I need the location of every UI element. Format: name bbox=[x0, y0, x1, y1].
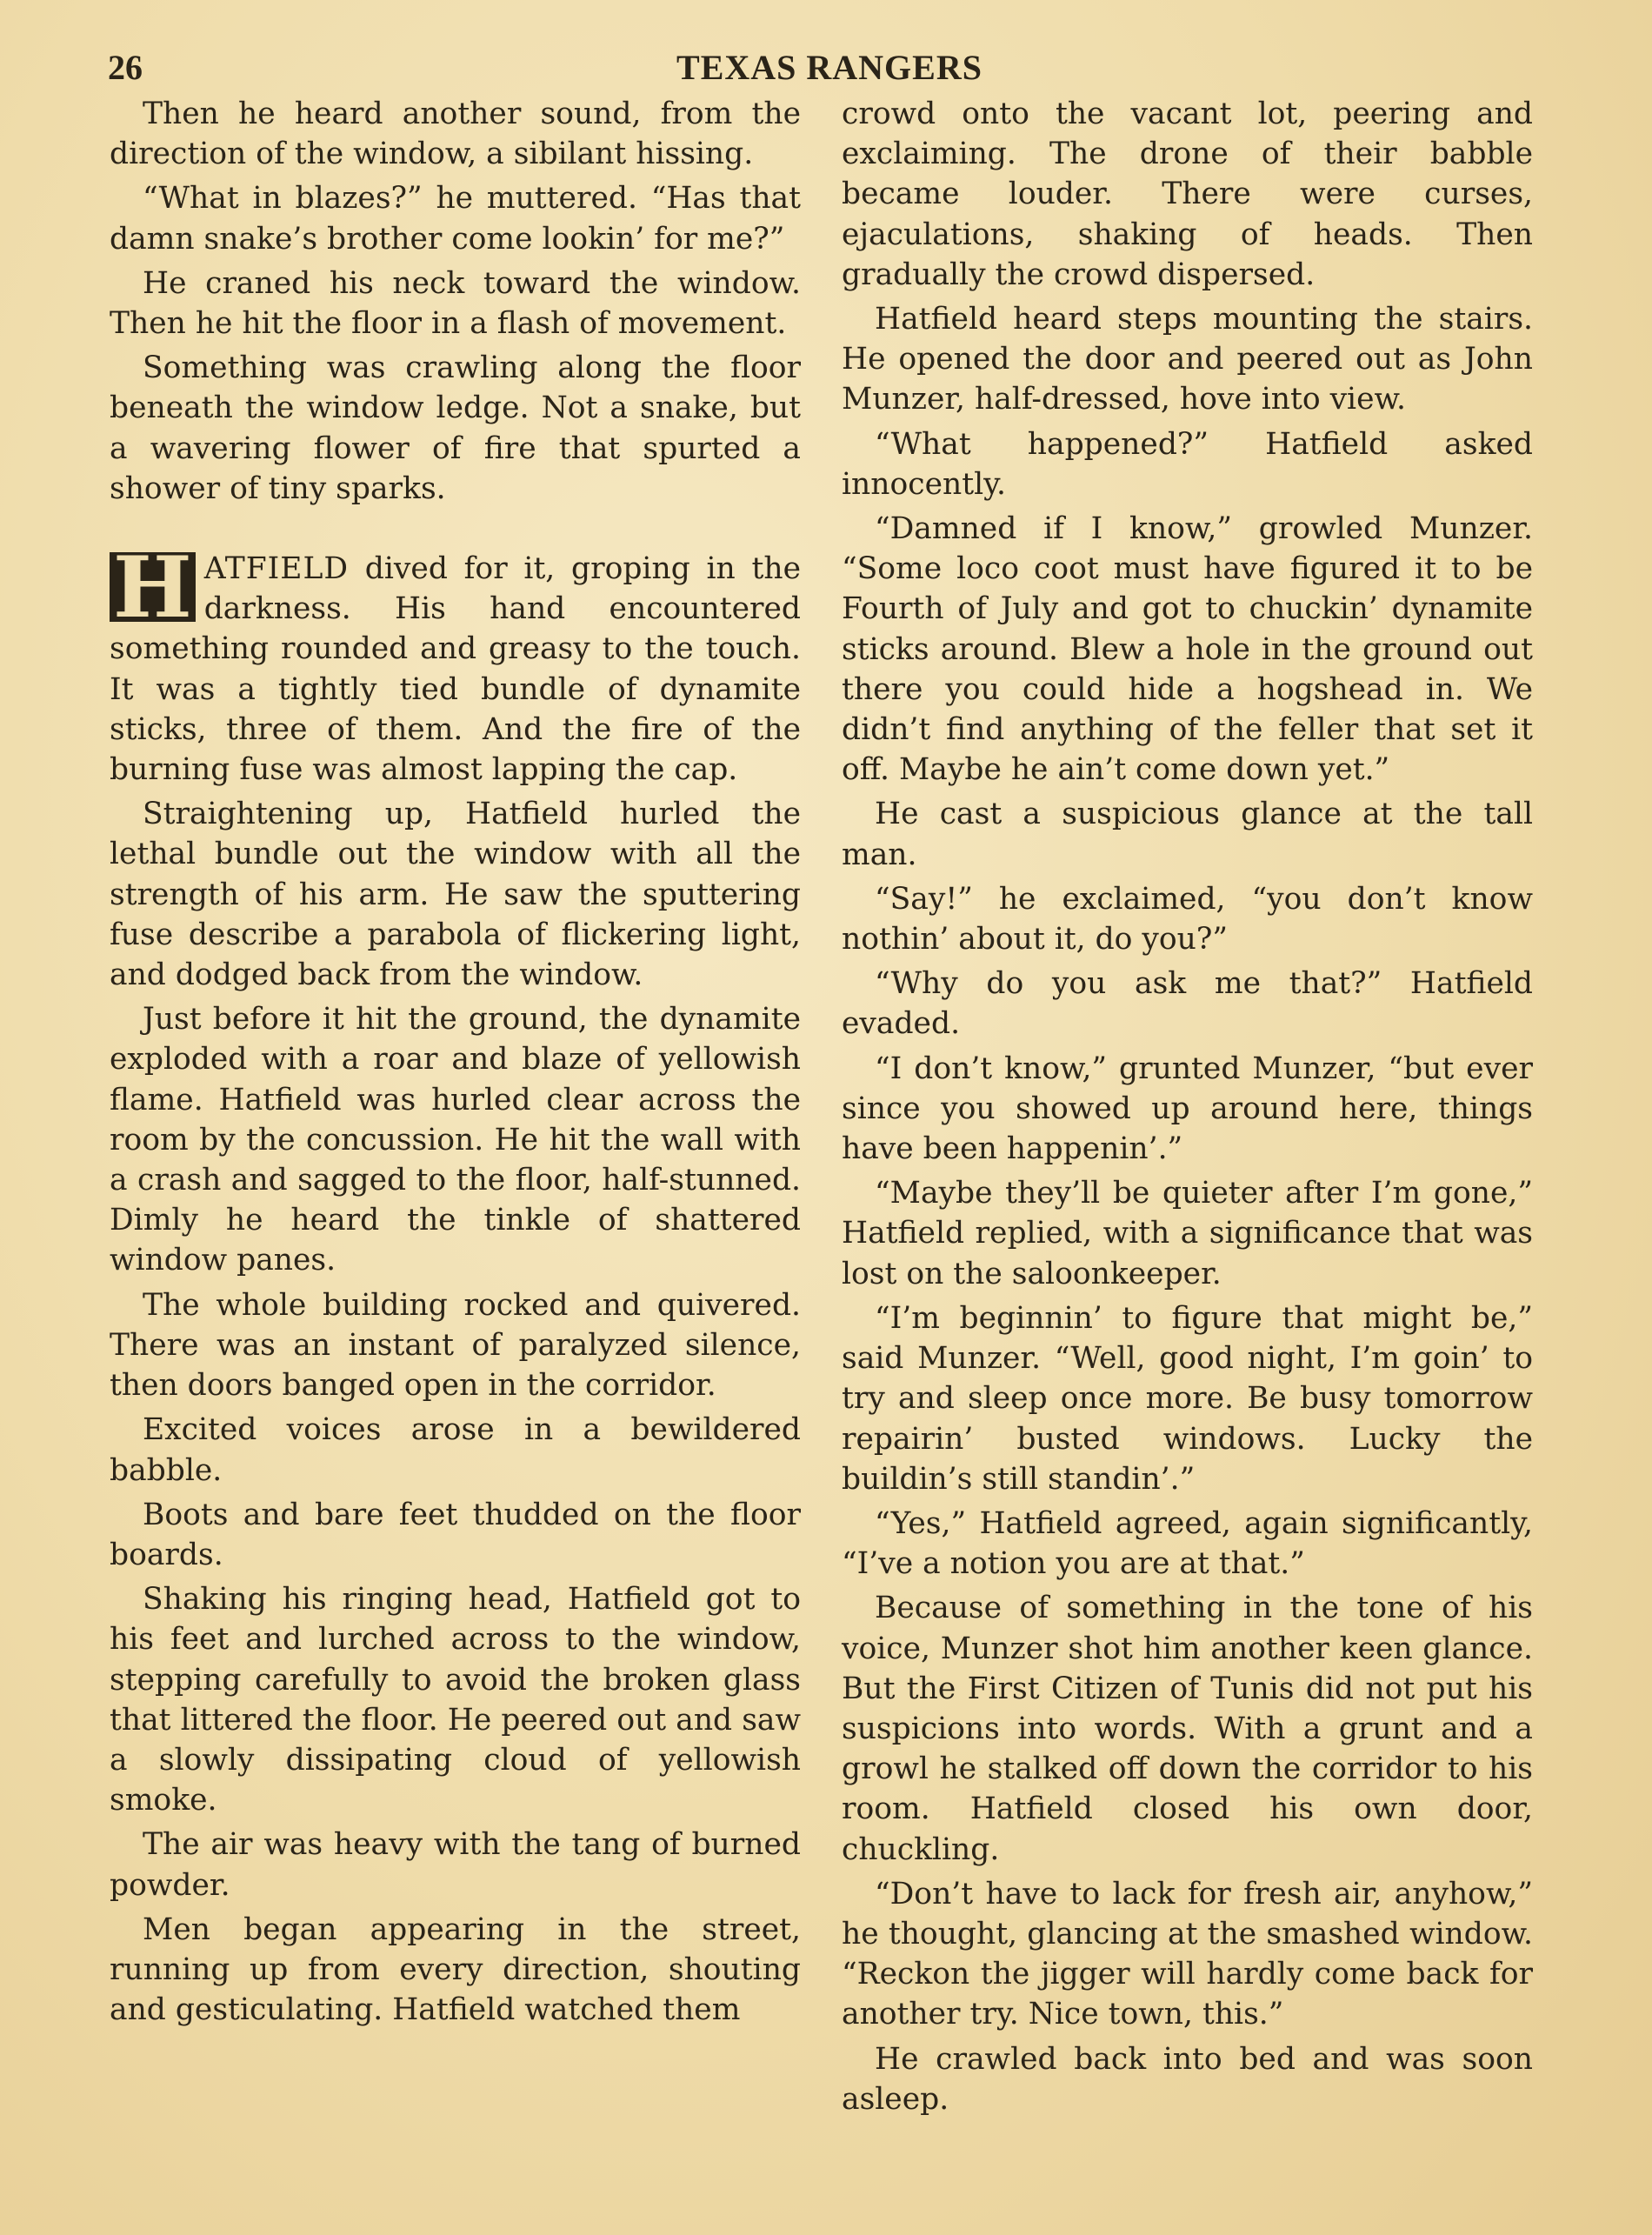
left-column bbox=[110, 94, 801, 2034]
paragraph: Excited voices arose in a bewildered babble. bbox=[110, 1412, 801, 1488]
paragraph: Shaking his ringing head, Hatfield got to his feet and lurched across to the window, stepping carefully to avoid the broken glass that littered the floor. He peered out and saw a slowly dissipating cloud of yellowish smoke. bbox=[110, 1582, 801, 1818]
paragraph: Boots and bare feet thudded on the floor boards. bbox=[110, 1497, 801, 1572]
paragraph: “What happened?” Hatfield asked innocently. bbox=[842, 426, 1533, 502]
paragraph: “Don’t have to lack for fresh air, anyhow,” he thought, glancing at the smashed window. “Reckon the jigger will hardly come back for another try. Nice town, this.” bbox=[842, 1876, 1533, 2032]
paragraph: Just before it hit the ground, the dynamite exploded with a roar and blaze of yellowish flame. Hatfield was hurled clear across the room by the concussion. He hit the wall with a crash and sagged to the floor, half-stunned. Dimly he heard the tinkle of shattered window panes. bbox=[110, 1002, 801, 1278]
paragraph: crowd onto the vacant lot, peering and exclaiming. The drone of their babble became louder. There were curses, ejaculations, shaking of heads. Then gradually the crowd dispersed. bbox=[842, 97, 1533, 292]
paragraph: “I’m beginnin’ to figure that might be,” said Munzer. “Well, good night, I’m goin’ to try and sleep once more. Be busy tomorrow repairin’ busted windows. Lucky the buildin’s still standin’.” bbox=[842, 1300, 1533, 1497]
page-number: 26 bbox=[108, 48, 143, 87]
page-header bbox=[108, 47, 1551, 90]
paragraph: He crawled back into bed and was soon asleep. bbox=[842, 2041, 1533, 2117]
paragraph: The air was heavy with the tang of burned powder. bbox=[110, 1827, 801, 1903]
drop-cap: H bbox=[110, 552, 196, 622]
paragraph: “Yes,” Hatfield agreed, again significantly, “I’ve a notion you are at that.” bbox=[842, 1505, 1533, 1582]
right-column bbox=[842, 94, 1533, 2124]
paragraph: “Say!” he exclaimed, “you don’t know nothin’ about it, do you?” bbox=[842, 881, 1533, 957]
paragraph: “What in blazes?” he muttered. “Has that damn snake’s brother come lookin’ for me?” bbox=[110, 181, 801, 257]
section-opening-paragraph bbox=[110, 538, 801, 790]
paragraph: The whole building rocked and quivered. There was an instant of paralyzed silence, then doors banged open in the corridor. bbox=[110, 1287, 801, 1404]
paragraph: He cast a suspicious glance at the tall man. bbox=[842, 797, 1533, 872]
paragraph: He craned his neck toward the window. Then he hit the floor in a flash of movement. bbox=[110, 265, 801, 342]
paragraph: Then he heard another sound, from the direction of the window, a sibilant hissing. bbox=[110, 97, 801, 172]
paragraph: “Why do you ask me that?” Hatfield evaded. bbox=[842, 966, 1533, 1042]
paragraph: Hatfield heard steps mounting the stairs. He opened the door and peered out as John Munzer, half-dressed, hove into view. bbox=[842, 302, 1533, 417]
paragraph: “I don’t know,” grunted Munzer, “but ever since you showed up around here, things have been happenin’.” bbox=[842, 1051, 1533, 1167]
paragraph-text: dived for it, groping in the darkness. His hand encountered something rounded and greasy to the touch. It was a tightly tied bundle of dynamite sticks, three of them. And the fire of the burning fuse was almost lapping the cap. bbox=[110, 551, 801, 788]
paragraph: Straightening up, Hatfield hurled the lethal bundle out the window with all the strength of his arm. He saw the sputtering fuse describe a parabola of flickering light, and dodged back from the window. bbox=[110, 797, 801, 993]
paragraph: “Damned if I know,” growled Munzer. “Some loco coot must have figured it to be Fourth of July and got to chuckin’ dynamite sticks around. Blew a hole in the ground out there you could hide a hogshead in. We didn’t find anything of the feller that set it off. Maybe he ain’t come down yet.” bbox=[842, 511, 1533, 788]
paragraph: Something was crawling along the floor beneath the window ledge. Not a snake, but a wavering flower of fire that spurted a shower of tiny sparks. bbox=[110, 350, 801, 506]
running-head: TEXAS RANGERS bbox=[676, 48, 983, 87]
paragraph: Because of something in the tone of his voice, Munzer shot him another keen glance. But the First Citizen of Tunis did not put his suspicions into words. With a grunt and a growl he stalked off down the corridor to his room. Hatfield closed his own door, chuckling. bbox=[842, 1591, 1533, 1867]
small-caps-lead: ATFIELD bbox=[203, 551, 350, 587]
paragraph: “Maybe they’ll be quieter after I’m gone,” Hatfield replied, with a significance that was lost on the saloonkeeper. bbox=[842, 1176, 1533, 1291]
paragraph: Men began appearing in the street, running up from every direction, shouting and gesticulating. Hatfield watched them bbox=[110, 1911, 801, 2028]
